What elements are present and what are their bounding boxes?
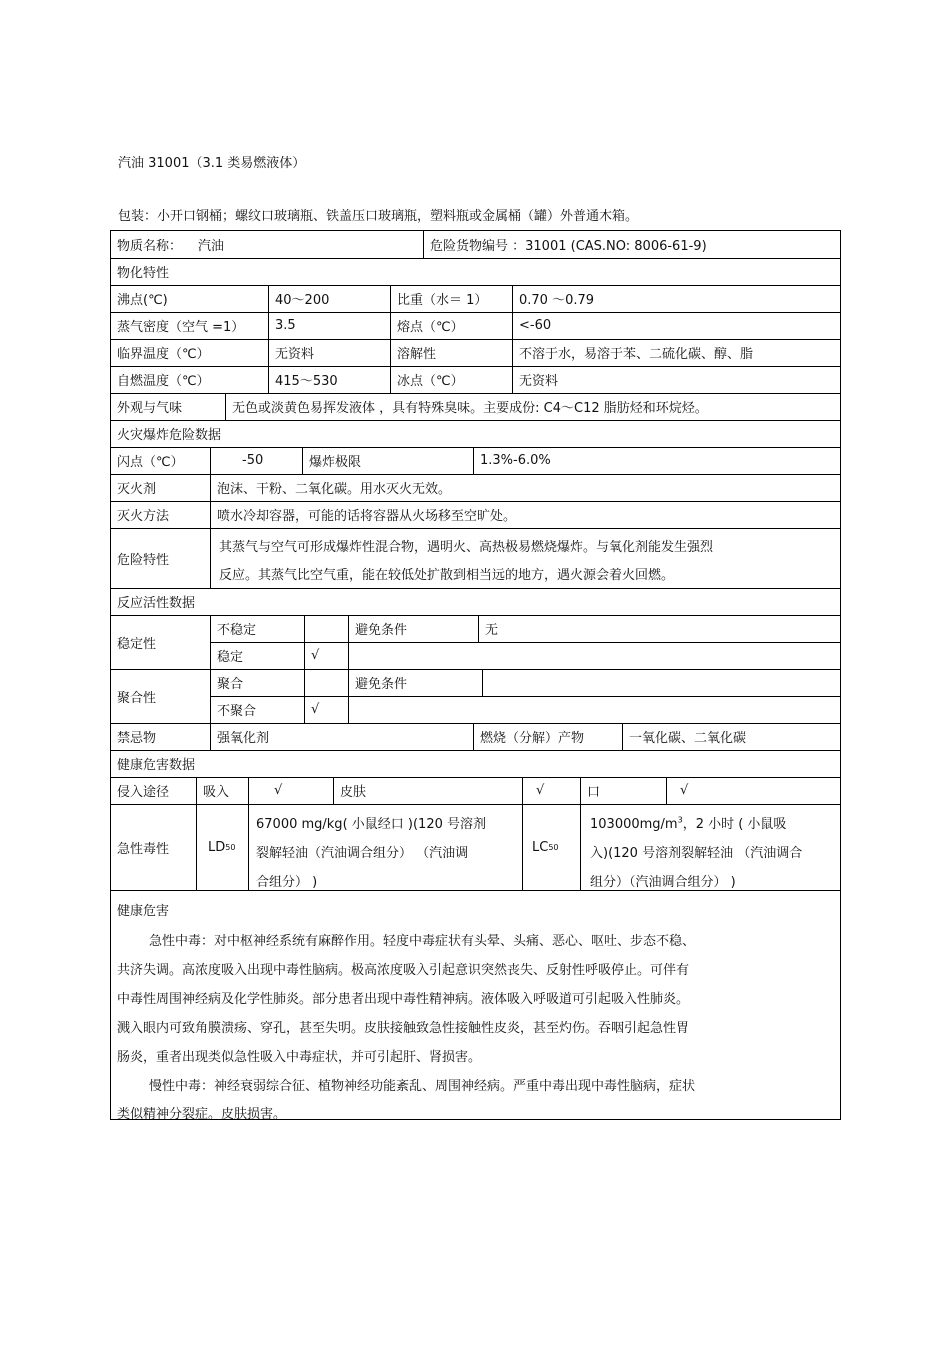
- health-hazard-title: 健康危害: [117, 904, 170, 919]
- solubility-label: 溶解性: [397, 347, 437, 362]
- method-label: 灭火方法: [117, 509, 170, 524]
- avoid-value: 无: [485, 623, 499, 638]
- stable-label: 稳定: [217, 650, 244, 665]
- explosion-label: 爆炸极限: [309, 455, 362, 470]
- skin-check: √: [536, 783, 545, 798]
- hazard-label: 危险特性: [117, 552, 170, 568]
- route-label: 侵入途径: [117, 785, 170, 800]
- autoign-value: 415～530: [275, 374, 338, 389]
- non-polymer-check: √: [311, 702, 320, 717]
- combustion-value: 一氧化碳、二氧化碳: [629, 731, 747, 746]
- packaging-note: 包装：小开口钢桶；螺纹口玻璃瓶、铁盖压口玻璃瓶，塑料瓶或金属桶（罐）外普通木箱。: [118, 209, 639, 224]
- hazard-line-2: 反应。其蒸气比空气重，能在较低处扩散到相当远的地方，遇火源会着火回燃。: [219, 568, 675, 583]
- toxicity-label: 急性毒性: [117, 841, 170, 857]
- polymer-option: 聚合: [217, 677, 244, 692]
- freezing-label: 冰点（℃）: [397, 374, 464, 389]
- solubility-value: 不溶于水，易溶于苯、二硫化碳、醇、脂: [519, 347, 754, 362]
- ld50-line-1: 67000 mg/kg( 小鼠经口 )(120 号溶剂: [256, 817, 486, 832]
- health-paragraph-line: 中毒性周围神经病及化学性肺炎。部分患者出现中毒性精神病。液体吸入呼吸道可引起吸入性肺炎。: [117, 992, 690, 1007]
- ld50-line-3: 合组分） ): [256, 875, 318, 890]
- oral-check: √: [680, 783, 689, 798]
- hazard-line-1: 其蒸气与空气可形成爆炸性混合物，遇明火、高热极易燃烧爆炸。与氧化剂能发生强烈: [219, 540, 714, 555]
- section-fire: 火灾爆炸危险数据: [117, 428, 222, 443]
- ld50-label: LD 50: [208, 839, 236, 855]
- agent-value: 泡沫、干粉、二氧化碳。用水灭火无效。: [217, 482, 452, 497]
- name-value: 汽油: [198, 238, 225, 254]
- melting-value: <-60: [519, 318, 552, 333]
- incompat-value: 强氧化剂: [217, 731, 270, 746]
- health-paragraph-line: 慢性中毒：神经衰弱综合征、植物神经功能紊乱、周围神经病。严重中毒出现中毒性脑病，症状: [149, 1079, 696, 1094]
- health-paragraph-line: 类似精神分裂症。皮肤损害。: [117, 1107, 287, 1122]
- freezing-value: 无资料: [519, 374, 559, 389]
- explosion-value: 1.3%-6.0%: [480, 453, 551, 468]
- document-title: 汽油 31001（3.1 类易燃液体）: [118, 156, 306, 171]
- lc50-line-3: 组分）（汽油调合组分） ): [590, 875, 736, 890]
- combustion-label: 燃烧（分解）产物: [480, 731, 585, 746]
- appearance-label: 外观与气味: [117, 401, 183, 416]
- health-paragraph-line: 溅入眼内可致角膜溃疡、穿孔，甚至失明。皮肤接触致急性接触性皮炎，甚至灼伤。吞咽引起急性胃: [117, 1021, 690, 1036]
- name-label: 物质名称：: [117, 238, 183, 254]
- vapor-label: 蒸气密度（空气 =1）: [117, 320, 245, 335]
- sg-label: 比重（水＝ 1）: [397, 293, 488, 308]
- critical-label: 临界温度（℃）: [117, 347, 210, 362]
- avoid-label-2: 避免条件: [355, 677, 408, 692]
- health-paragraph-line: 急性中毒：对中枢神经系统有麻醉作用。轻度中毒症状有头晕、头痛、恶心、呕吐、步态不稳、: [149, 934, 696, 949]
- sg-value: 0.70 ～0.79: [519, 293, 595, 308]
- agent-label: 灭火剂: [117, 482, 157, 497]
- stable-check: √: [311, 648, 320, 663]
- boiling-value: 40～200: [275, 293, 330, 308]
- method-value: 喷水冷却容器，可能的话将容器从火场移至空旷处。: [217, 509, 517, 524]
- non-polymer-option: 不聚合: [217, 704, 257, 719]
- route-skin: 皮肤: [340, 785, 367, 800]
- health-hazard-block: [110, 890, 840, 1122]
- critical-value: 无资料: [275, 347, 315, 362]
- hazard-number: 危险货物编号 ：31001 (CAS.NO: 8006-61-9): [430, 238, 707, 254]
- route-inhale: 吸入: [203, 785, 230, 800]
- lc50-label: LC 50: [532, 839, 559, 855]
- polymer-label: 聚合性: [117, 690, 157, 706]
- autoign-label: 自燃温度（℃）: [117, 374, 210, 389]
- stability-label: 稳定性: [117, 636, 157, 652]
- flash-label: 闪点（℃）: [117, 455, 184, 470]
- unstable-label: 不稳定: [217, 623, 257, 638]
- inhale-check: √: [274, 783, 283, 798]
- section-health: 健康危害数据: [117, 758, 196, 773]
- appearance-value: 无色或淡黄色易挥发液体 ，具有特殊臭味。主要成份: C4～C12 脂肪烃和环烷烃。: [232, 401, 708, 416]
- lc50-line-1: $103000mg/m^3$，2 小时 ( 小鼠吸: [590, 815, 787, 832]
- vapor-value: 3.5: [275, 318, 296, 333]
- melting-label: 熔点（℃）: [397, 320, 464, 335]
- lc50-line-2: 入)(120 号溶剂裂解轻油 （汽油调合: [590, 846, 803, 861]
- incompat-label: 禁忌物: [117, 731, 157, 746]
- section-reactivity: 反应活性数据: [117, 596, 196, 611]
- flash-value: -50: [242, 453, 264, 468]
- health-paragraph-line: 肠炎，重者出现类似急性吸入中毒症状，并可引起肝、肾损害。: [117, 1050, 482, 1065]
- boiling-label: 沸点(℃): [117, 293, 168, 308]
- health-paragraph-line: 共济失调。高浓度吸入出现中毒性脑病。极高浓度吸入引起意识突然丧失、反射性呼吸停止。可伴有: [117, 963, 690, 978]
- section-physchem: 物化特性: [117, 266, 170, 281]
- avoid-label: 避免条件: [355, 623, 408, 638]
- route-oral: 口: [587, 785, 601, 800]
- ld50-line-2: 裂解轻油（汽油调合组分） （汽油调: [256, 846, 469, 861]
